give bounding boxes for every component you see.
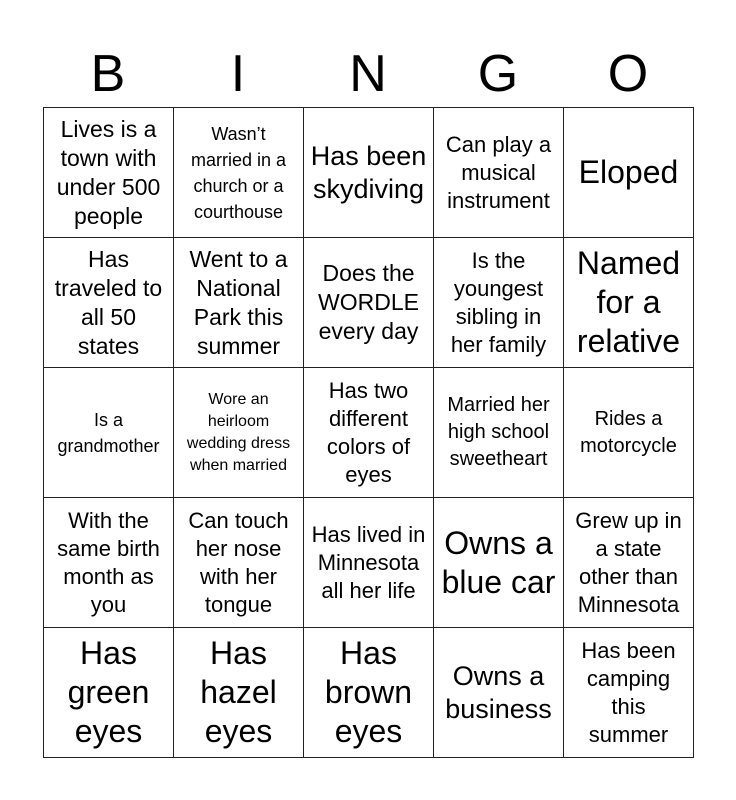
- cell-text: With the same birth month as you: [57, 507, 160, 617]
- cell-text: Wore an heirloom wedding dress when married: [186, 390, 291, 474]
- bingo-cell-3-3[interactable]: [303, 367, 434, 498]
- bingo-cell-3-5[interactable]: [563, 367, 694, 498]
- cell-text: Went to a National Park this summer: [189, 245, 288, 359]
- bingo-cell-1-4[interactable]: [433, 107, 564, 238]
- bingo-cell-1-3[interactable]: [303, 107, 434, 238]
- bingo-cell-4-5[interactable]: [563, 497, 694, 628]
- bingo-cell-4-4[interactable]: [433, 497, 564, 628]
- cell-text: Has green eyes: [67, 635, 150, 749]
- bingo-cell-1-2[interactable]: [173, 107, 304, 238]
- bingo-cell-3-1[interactable]: [43, 367, 174, 498]
- bingo-cell-2-3[interactable]: [303, 237, 434, 368]
- bingo-cell-4-3[interactable]: [303, 497, 434, 628]
- bingo-cell-4-1[interactable]: [43, 497, 174, 628]
- bingo-cell-1-5[interactable]: [563, 107, 694, 238]
- bingo-cell-5-3[interactable]: [303, 627, 434, 758]
- bingo-cell-5-1[interactable]: [43, 627, 174, 758]
- cell-text: Has lived in Minnesota all her life: [311, 521, 426, 603]
- cell-text: Grew up in a state other than Minnesota: [575, 507, 682, 617]
- cell-text: Is the youngest sibling in her family: [450, 247, 547, 357]
- bingo-cell-2-5[interactable]: [563, 237, 694, 368]
- bingo-grid: [43, 107, 693, 757]
- cell-text: Has brown eyes: [324, 635, 413, 749]
- bingo-cell-2-1[interactable]: [43, 237, 174, 368]
- cell-text: Is a grandmother: [57, 409, 160, 456]
- bingo-cell-2-2[interactable]: [173, 237, 304, 368]
- cell-text: Has been skydiving: [310, 140, 427, 204]
- bingo-cell-5-5[interactable]: [563, 627, 694, 758]
- bingo-cell-5-2[interactable]: [173, 627, 304, 758]
- header-letter-n: N: [349, 45, 387, 103]
- bingo-header: [43, 40, 693, 108]
- cell-text: Wasn’t married in a church or a courthouse: [190, 123, 287, 222]
- cell-text: Married her high school sweetheart: [447, 394, 550, 470]
- cell-text: Owns a blue car: [441, 524, 556, 600]
- bingo-cell-2-4[interactable]: [433, 237, 564, 368]
- cell-text: Has been camping this summer: [581, 637, 676, 747]
- cell-text: Lives is a town with under 500 people: [56, 115, 161, 229]
- bingo-cell-4-2[interactable]: [173, 497, 304, 628]
- cell-text: Named for a relative: [576, 245, 681, 359]
- header-letter-i: I: [230, 45, 246, 103]
- cell-text: Has hazel eyes: [200, 635, 277, 749]
- cell-text: Has traveled to all 50 states: [54, 245, 163, 359]
- bingo-cell-1-1[interactable]: [43, 107, 174, 238]
- cell-text: Eloped: [578, 154, 679, 190]
- bingo-cell-3-4[interactable]: [433, 367, 564, 498]
- header-letter-o: O: [607, 45, 649, 103]
- cell-text: Can touch her nose with her tongue: [188, 507, 289, 617]
- bingo-cell-5-4[interactable]: [433, 627, 564, 758]
- cell-text: Has two different colors of eyes: [326, 377, 411, 487]
- header-letter-g: G: [477, 45, 519, 103]
- cell-text: Owns a business: [445, 660, 552, 724]
- bingo-cell-3-2[interactable]: [173, 367, 304, 498]
- cell-text: Can play a musical instrument: [445, 131, 552, 213]
- header-letter-b: B: [90, 45, 126, 103]
- cell-text: Does the WORDLE every day: [318, 260, 419, 344]
- cell-text: Rides a motorcycle: [580, 407, 677, 457]
